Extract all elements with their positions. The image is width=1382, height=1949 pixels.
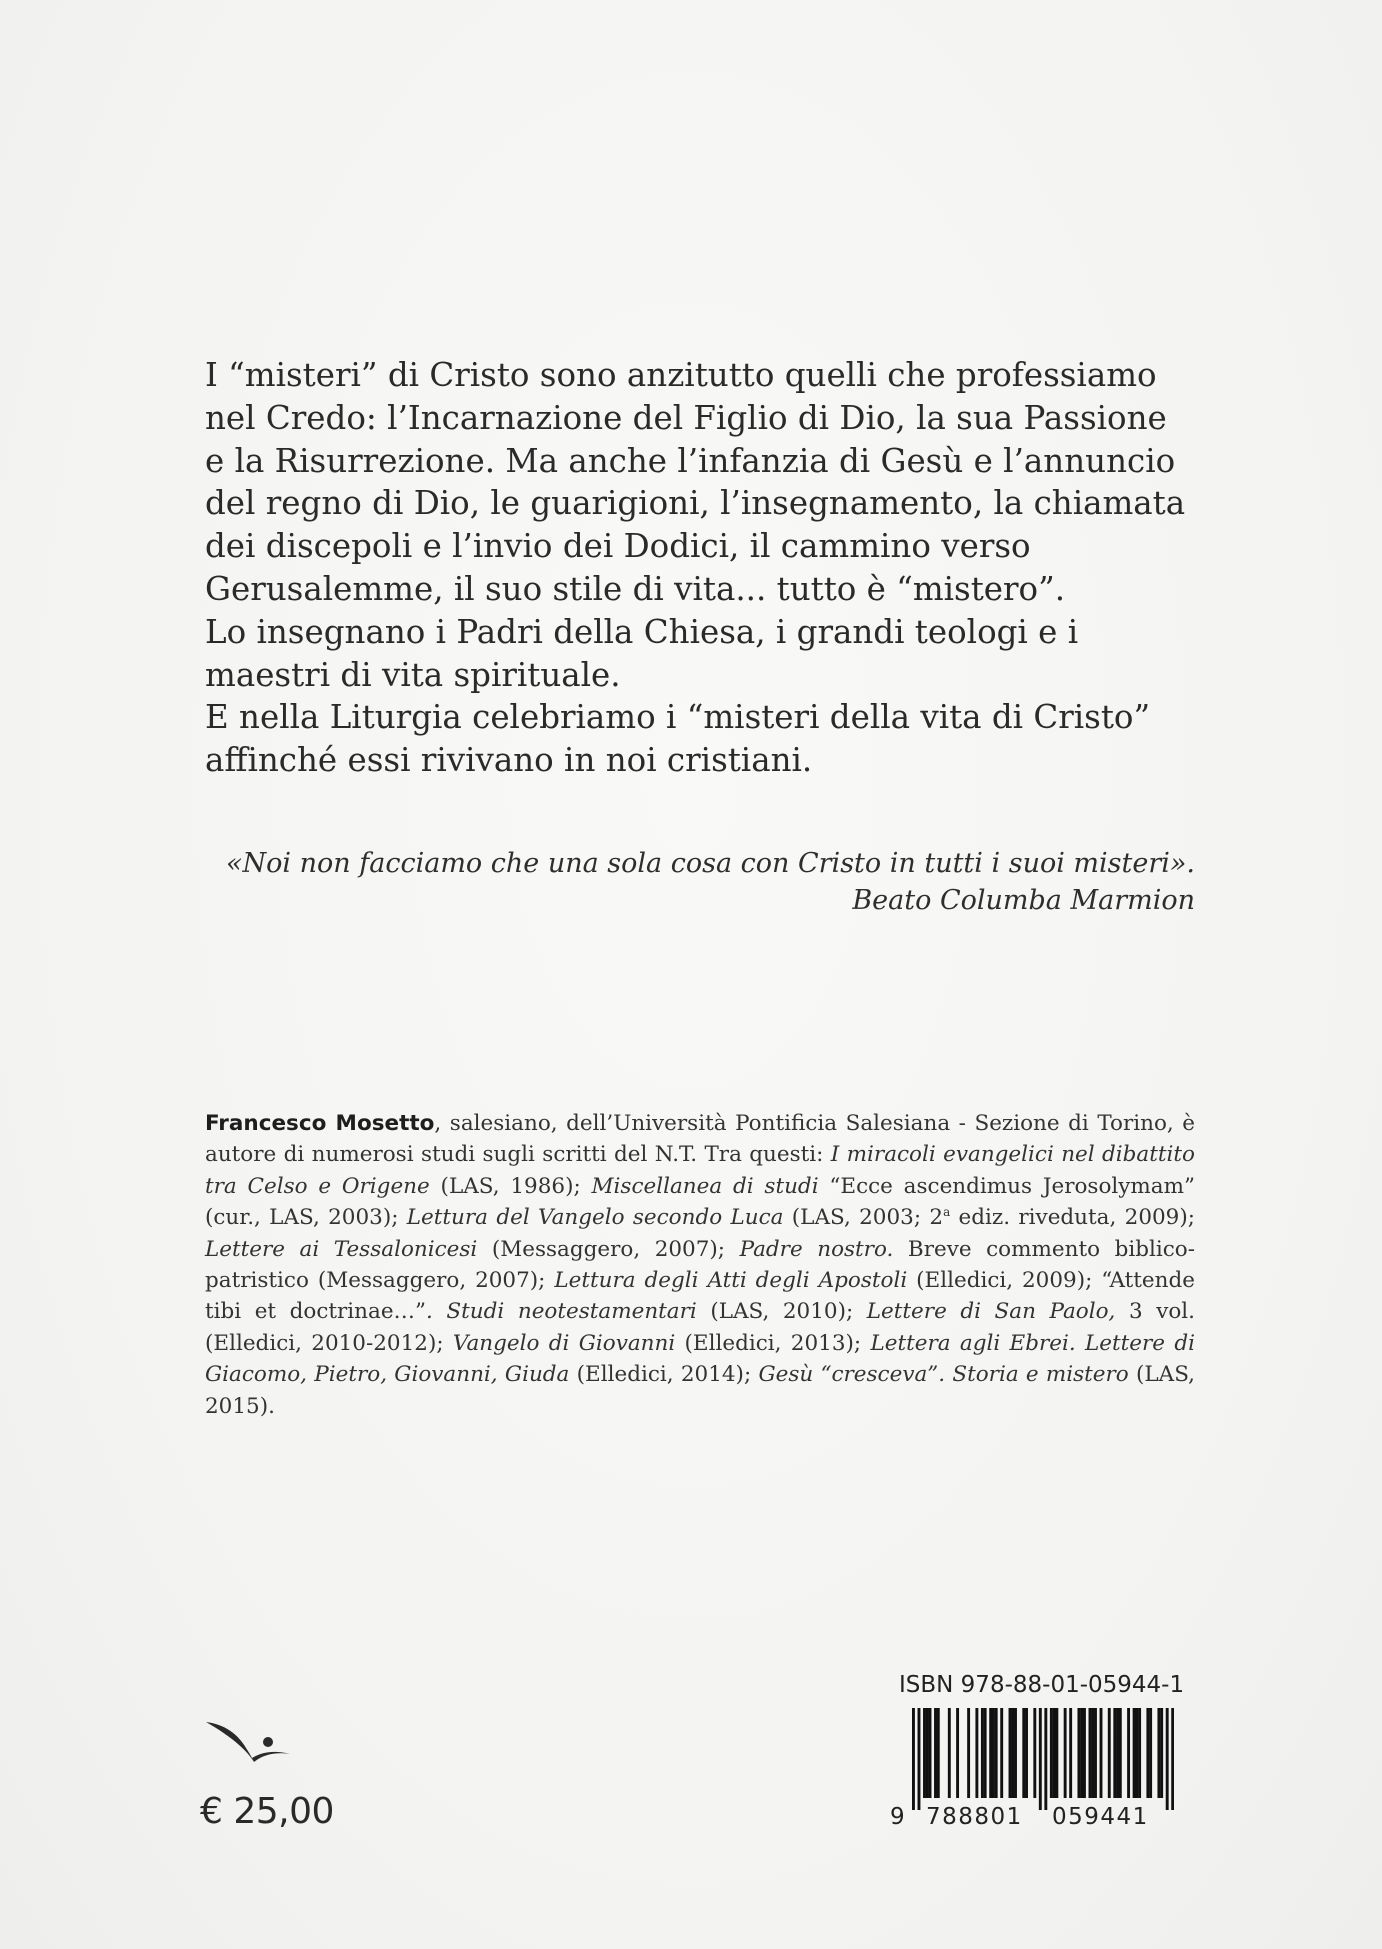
work-info: (LAS, 1986); [429, 1173, 592, 1199]
barcode-bar [1064, 1708, 1067, 1798]
blurb-paragraph-1: I “misteri” di Cristo sono anzitutto quelli che professiamo nel Credo: l’Incarnazione del Figlio di Dio, la sua Passione e la Risurrezione. Ma anche l’infanzia di Gesù e l’annuncio del regno di Dio, le guarigioni, l’insegnamento, la chiamata dei discepoli e l’invio dei Dodici, il cammino verso Gerusalemme, il suo stile di vita... tutto è “mistero”. [205, 356, 1186, 608]
ean-left-group: 788801 [926, 1804, 1023, 1830]
barcode-bar [1000, 1708, 1003, 1798]
barcode-bar [1011, 1708, 1014, 1798]
barcode-bar [923, 1708, 926, 1798]
work-info: 3 vol. (Elledici, 2010-2012); [205, 1299, 1195, 1356]
barcode-bar [989, 1708, 992, 1798]
barcode-bar [975, 1708, 978, 1798]
work-title: Miscellanea di studi [591, 1173, 819, 1199]
stylized-bird-figure-icon [204, 1718, 294, 1766]
barcode-bar [1160, 1708, 1163, 1798]
barcode-bar [934, 1708, 937, 1798]
blurb-paragraph-2: Lo insegnano i Padri della Chiesa, i grandi teologi e i maestri di vita spirituale. [205, 612, 1079, 694]
epigraph-quote [205, 845, 1195, 919]
ean-first-digit: 9 [890, 1804, 905, 1830]
barcode-bar [912, 1708, 915, 1810]
work-info: (Elledici, 2009); “Attende tibi et doctrinae…” [205, 1268, 1195, 1325]
barcode-bar [1157, 1708, 1160, 1798]
barcode-bar [1146, 1708, 1149, 1798]
work-info: (LAS, 2003; 2 [783, 1205, 944, 1231]
ean-right-group: 059441 [1052, 1804, 1149, 1830]
work-title: Lettere di San Paolo, [866, 1299, 1116, 1325]
blurb-text [205, 354, 1195, 782]
work-title: Vangelo di Giovanni [452, 1330, 676, 1356]
quote-attribution: Beato Columba Marmion [852, 885, 1195, 916]
work-info: ediz. riveduta, 2009); [950, 1205, 1195, 1231]
price-label: € 25,00 [200, 1791, 334, 1832]
barcode-bar [1033, 1708, 1036, 1798]
work-title: Padre nostro. [739, 1236, 894, 1262]
barcode-bar [1133, 1708, 1136, 1798]
barcode-bar [956, 1708, 959, 1798]
barcode-bar [1083, 1708, 1086, 1798]
author-name: Francesco Mosetto [205, 1111, 435, 1136]
barcode-bar [1055, 1708, 1058, 1798]
barcode-bar [1113, 1708, 1116, 1798]
barcode-bar [1127, 1708, 1130, 1798]
work-title: Lettere ai Tessalonicesi [205, 1236, 478, 1262]
barcode-bar [1171, 1708, 1174, 1810]
work-title: Lettura degli Atti degli Apostoli [554, 1268, 908, 1294]
bio-intro: , salesiano, dell’Università Pontificia Salesiana - Sezione di Torino, è autore di numerosi studi sugli scritti del N.T. Tra questi: [205, 1111, 1195, 1168]
ean-digits [884, 1804, 1184, 1834]
barcode-bar [926, 1708, 929, 1798]
barcode-bar [1053, 1708, 1056, 1798]
barcode-bar [1039, 1708, 1042, 1810]
barcode-bar [1014, 1708, 1017, 1798]
work-title: Gesù “cresceva”. Storia e mistero [758, 1362, 1129, 1388]
barcode-bar [1100, 1708, 1103, 1798]
barcode-bar [1069, 1708, 1072, 1798]
barcode-bar [1135, 1708, 1138, 1798]
barcode-bar [1009, 1708, 1012, 1798]
blurb-paragraph-3: E nella Liturgia celebriamo i “misteri della vita di Cristo” affinché essi rivivano in noi cristiani. [205, 698, 1151, 780]
barcode-bar [1116, 1708, 1119, 1798]
work-title: Lettera agli Ebrei. Lettere di Giacomo, Pietro, Giovanni, Giuda [205, 1330, 1195, 1388]
isbn-barcode [884, 1672, 1184, 1832]
work-info: (LAS, 2015). [205, 1362, 1195, 1419]
work-title: . Studi neotestamentari [426, 1299, 697, 1325]
barcode-bar [1119, 1708, 1122, 1798]
barcode-bar [1022, 1708, 1025, 1798]
barcode-bar [981, 1708, 984, 1798]
barcode-bar [1077, 1708, 1080, 1798]
barcode-bar [1080, 1708, 1083, 1798]
quote-text: «Noi non facciamo che una sola cosa con Cristo in tutti i suoi misteri». [226, 848, 1195, 879]
barcode-bar [918, 1708, 921, 1810]
barcode-bar [948, 1708, 951, 1798]
barcode-bar [1089, 1708, 1092, 1798]
barcode-bar [1108, 1708, 1111, 1798]
barcode-bar [984, 1708, 987, 1798]
publisher-logo [204, 1718, 294, 1766]
edition-superscript: a [943, 1205, 951, 1220]
barcode-bar [1149, 1708, 1152, 1798]
barcode-bar [992, 1708, 995, 1798]
barcode-bar [1025, 1708, 1028, 1798]
work-title: Lettura del Vangelo secondo Luca [406, 1205, 784, 1231]
barcode-bar [937, 1708, 940, 1798]
barcode-bar [1044, 1708, 1047, 1810]
barcode-bar [995, 1708, 998, 1798]
barcode-bar [1166, 1708, 1169, 1810]
author-bio [205, 1108, 1195, 1422]
work-info: (Elledici, 2014); [569, 1362, 759, 1388]
barcode-bar [929, 1708, 932, 1798]
work-info: (LAS, 2010); [696, 1299, 867, 1325]
work-info: Breve commento biblico-patristico (Messaggero, 2007); [205, 1236, 1195, 1294]
barcode-bar [1050, 1708, 1053, 1798]
barcode-bar [967, 1708, 970, 1798]
work-info: (Messaggero, 2007); [477, 1236, 740, 1262]
work-info: (Elledici, 2013); [675, 1330, 871, 1356]
barcode-bar [1094, 1708, 1097, 1798]
barcode-bar [1138, 1708, 1141, 1798]
isbn-label: ISBN 978-88-01-05944-1 [899, 1672, 1185, 1698]
work-info: “Ecce ascendimus Jerosolymam” (cur., LAS, 2003); [205, 1173, 1196, 1231]
barcode-bar [1091, 1708, 1094, 1798]
barcode-icon [912, 1708, 1174, 1810]
work-title: I miracoli evangelici nel dibattito tra Celso e Origene [205, 1142, 1195, 1199]
